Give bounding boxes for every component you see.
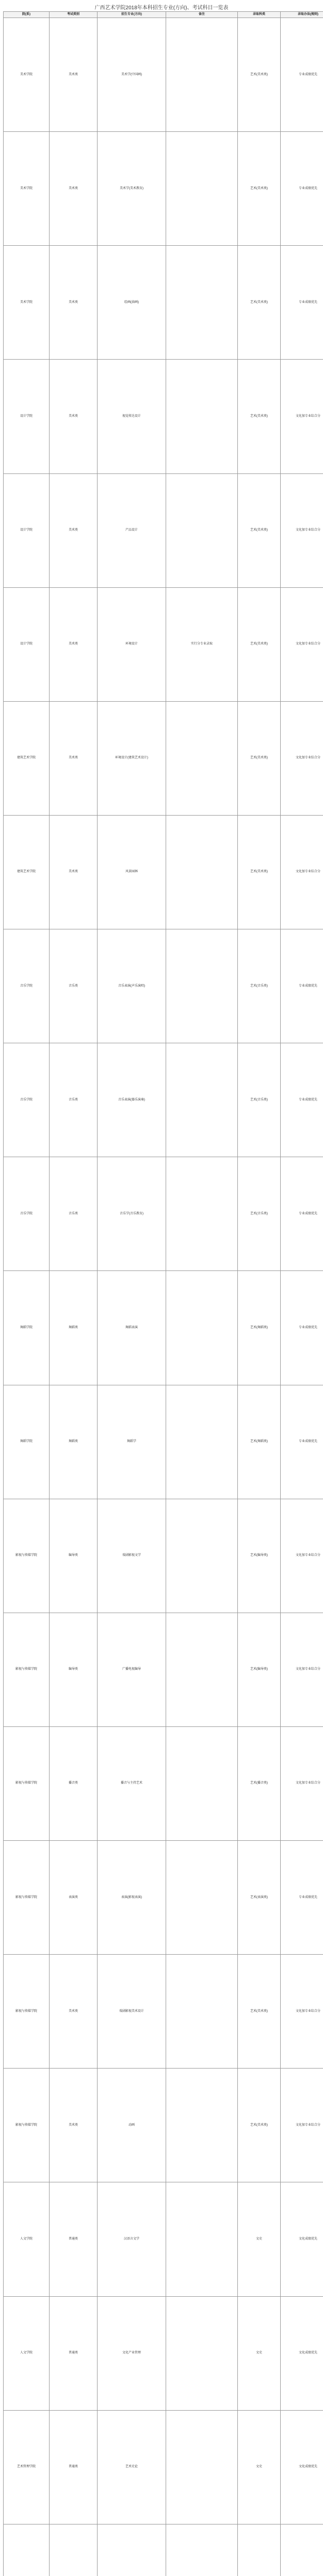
cell-remark: 实行分专业录取 [166,587,238,701]
table-row [4,1043,323,1157]
cell-admission-rule: 文化加专业综合分 [281,360,323,473]
cell-college: 影视与传媒学院 [4,1613,50,1726]
cell-college: 影视与传媒学院 [4,2069,50,2182]
cell-admission-rule: 专业成绩优先 [281,1271,323,1385]
cell-exam-type: 美术类 [50,360,98,473]
cell-admission-rule: 专业成绩优先 [281,246,323,360]
cell-category: 文史 [238,2296,281,2410]
page-title: 广西艺术学院2018年本科招生专业(方向)、考试科目一览表 [94,5,229,11]
cell-major: 艺术史论 [98,2410,166,2524]
col-header-exam-type: 考试类别 [50,12,98,18]
cell-college: 建筑艺术学院 [4,815,50,929]
cell-major: 汉语言文学 [98,2182,166,2296]
cell-admission-rule: 文化加专业综合分 [281,473,323,587]
cell-college: 舞蹈学院 [4,1385,50,1499]
cell-category: 艺术(美术类) [238,132,281,246]
table-row [4,2524,323,2576]
col-header-category: 录取科类 [238,12,281,18]
cell-admission-rule: 文化加专业综合分 [281,815,323,929]
cell-college: 人文学院 [4,2296,50,2410]
cell-college: 音乐学院 [4,929,50,1043]
cell-exam-type: 美术类 [50,701,98,815]
table-row [4,246,323,360]
cell-category: 艺术(编导类) [238,1499,281,1613]
cell-admission-rule: 文化加专业综合分 [281,587,323,701]
table-row [4,2069,323,2182]
cell-category: 艺术(舞蹈类) [238,1271,281,1385]
cell-admission-rule: 文化加专业综合分 [281,1726,323,1840]
cell-category: 艺术(美术类) [238,2069,281,2182]
cell-remark [166,2410,238,2524]
cell-major: 文化产业管理 [98,2296,166,2410]
cell-category: 艺术(音乐类) [238,1157,281,1271]
table-row [4,1385,323,1499]
cell-remark [166,246,238,360]
cell-remark [166,2296,238,2410]
cell-exam-type: 编导类 [50,1613,98,1726]
table-row [4,929,323,1043]
cell-college: 建筑艺术学院 [4,701,50,815]
table-body [4,18,323,2576]
table-row [4,1499,323,1613]
cell-exam-type: 音乐类 [50,1043,98,1157]
cell-exam-type: 美术类 [50,473,98,587]
cell-admission-rule: 文化加专业综合分 [281,1613,323,1726]
table-row [4,1955,323,2069]
cell-major: 舞蹈表演 [98,1271,166,1385]
cell-remark [166,2069,238,2182]
cell-admission-rule: 文化成绩优先 [281,2296,323,2410]
cell-major: 戏剧影视文学 [98,1499,166,1613]
cell-major: 舞蹈学 [98,1385,166,1499]
cell-exam-type: 播音类 [50,1726,98,1840]
cell-exam-type: 表演类 [50,1841,98,1955]
cell-exam-type: 美术类 [50,1955,98,2069]
cell-exam-type: 美术类 [50,132,98,246]
cell-admission-rule: 专业成绩优先 [281,1841,323,1955]
cell-remark [166,815,238,929]
cell-remark [166,2524,238,2576]
cell-remark [166,701,238,815]
cell-admission-rule: 专业成绩优先 [281,1043,323,1157]
cell-remark [166,1726,238,1840]
table-row [4,1271,323,1385]
cell-major: 产品设计 [98,473,166,587]
cell-admission-rule: 专业成绩优先 [281,1385,323,1499]
cell-admission-rule: 专业成绩优先 [281,132,323,246]
cell-category: 艺术(美术类) [238,815,281,929]
cell-remark [166,2182,238,2296]
cell-major: 表演(影视表演) [98,1841,166,1955]
cell-category: 艺术(美术类) [238,360,281,473]
table-row [4,473,323,587]
col-header-admission-rule: 录取办法(规则) [281,12,323,18]
cell-category: 艺术(编导类) [238,1613,281,1726]
col-header-remark: 备注 [166,12,238,18]
cell-category: 艺术(表演类) [238,1841,281,1955]
cell-category: 艺术(美术类) [238,587,281,701]
table-row [4,1726,323,1840]
cell-admission-rule: 文化成绩优先 [281,2182,323,2296]
table-row [4,2296,323,2410]
table-header-row [4,12,323,18]
cell-major: 绘画(油画) [98,246,166,360]
cell-remark [166,1955,238,2069]
cell-major: 环境设计(建筑艺术设计) [98,701,166,815]
cell-remark [166,132,238,246]
cell-exam-type: 普通类 [50,2296,98,2410]
table-row [4,1613,323,1726]
cell-exam-type: 美术类 [50,815,98,929]
cell-category: 艺术(播音类) [238,1726,281,1840]
cell-category: 文史 [238,2410,281,2524]
cell-remark [166,360,238,473]
cell-college: 设计学院 [4,473,50,587]
cell-remark [166,1043,238,1157]
cell-remark [166,18,238,132]
cell-college: 音乐学院 [4,1043,50,1157]
table-row [4,701,323,815]
cell-exam-type: 舞蹈类 [50,1271,98,1385]
cell-major: 播音与主持艺术 [98,1726,166,1840]
cell-category [238,2524,281,2576]
table-row [4,360,323,473]
cell-exam-type: 美术类 [50,587,98,701]
cell-exam-type: 美术类 [50,18,98,132]
col-header-college: 院(系) [4,12,50,18]
admissions-table [3,11,323,2576]
table-row [4,132,323,246]
cell-admission-rule: 文化加专业综合分 [281,1499,323,1613]
col-header-major: 招生专业(方向) [98,12,166,18]
cell-category: 艺术(美术类) [238,1955,281,2069]
cell-category: 艺术(舞蹈类) [238,1385,281,1499]
cell-college: 美术学院 [4,132,50,246]
cell-category: 艺术(美术类) [238,473,281,587]
cell-exam-type: 音乐类 [50,1157,98,1271]
cell-admission-rule: 文化成绩优先 [281,2410,323,2524]
cell-college: 艺术管理学院 [4,2410,50,2524]
cell-major: 音乐学(音乐教育) [98,1157,166,1271]
cell-exam-type [50,2524,98,2576]
cell-remark [166,1841,238,1955]
cell-major: 戏剧影视美术设计 [98,1955,166,2069]
cell-category: 艺术(美术类) [238,18,281,132]
cell-remark [166,929,238,1043]
cell-category: 艺术(音乐类) [238,1043,281,1157]
cell-exam-type: 美术类 [50,2069,98,2182]
cell-college: 舞蹈学院 [4,1271,50,1385]
cell-college: 人文学院 [4,2182,50,2296]
cell-college: 影视与传媒学院 [4,1726,50,1840]
table-row [4,1841,323,1955]
cell-exam-type: 普通类 [50,2182,98,2296]
cell-exam-type: 音乐类 [50,929,98,1043]
cell-remark [166,1271,238,1385]
cell-major: 音乐表演(声乐演唱) [98,929,166,1043]
cell-admission-rule: 文化加专业综合分 [281,1955,323,2069]
table-row [4,2410,323,2524]
cell-remark [166,1499,238,1613]
cell-major: 环境设计 [98,587,166,701]
cell-remark [166,1613,238,1726]
cell-major: 美术学(中国画) [98,18,166,132]
cell-college: 影视与传媒学院 [4,1955,50,2069]
cell-exam-type: 编导类 [50,1499,98,1613]
cell-college: 音乐学院 [4,1157,50,1271]
table-row [4,815,323,929]
cell-category: 艺术(美术类) [238,701,281,815]
cell-admission-rule: 专业成绩优先 [281,1157,323,1271]
cell-exam-type: 普通类 [50,2410,98,2524]
cell-admission-rule: 文化加专业综合分 [281,701,323,815]
cell-college: 设计学院 [4,360,50,473]
cell-college: 影视与传媒学院 [4,1841,50,1955]
cell-exam-type: 舞蹈类 [50,1385,98,1499]
table-row [4,18,323,132]
table-row [4,587,323,701]
cell-college: 美术学院 [4,18,50,132]
cell-college: 影视与传媒学院 [4,1499,50,1613]
cell-admission-rule: 专业成绩优先 [281,929,323,1043]
cell-college [4,2524,50,2576]
cell-admission-rule: 文化加专业综合分 [281,2069,323,2182]
cell-college: 设计学院 [4,587,50,701]
cell-remark [166,1157,238,1271]
cell-major: 广播电视编导 [98,1613,166,1726]
cell-category: 艺术(音乐类) [238,929,281,1043]
cell-remark [166,1385,238,1499]
cell-admission-rule: 专业成绩优先 [281,18,323,132]
cell-major: 风景园林 [98,815,166,929]
cell-category: 文史 [238,2182,281,2296]
cell-major: 视觉传达设计 [98,360,166,473]
cell-major [98,2524,166,2576]
cell-admission-rule [281,2524,323,2576]
cell-college: 美术学院 [4,246,50,360]
cell-category: 艺术(美术类) [238,246,281,360]
cell-major: 音乐表演(器乐演奏) [98,1043,166,1157]
cell-major: 美术学(美术教育) [98,132,166,246]
cell-remark [166,473,238,587]
table-row [4,1157,323,1271]
cell-exam-type: 美术类 [50,246,98,360]
table-row [4,2182,323,2296]
cell-major: 动画 [98,2069,166,2182]
